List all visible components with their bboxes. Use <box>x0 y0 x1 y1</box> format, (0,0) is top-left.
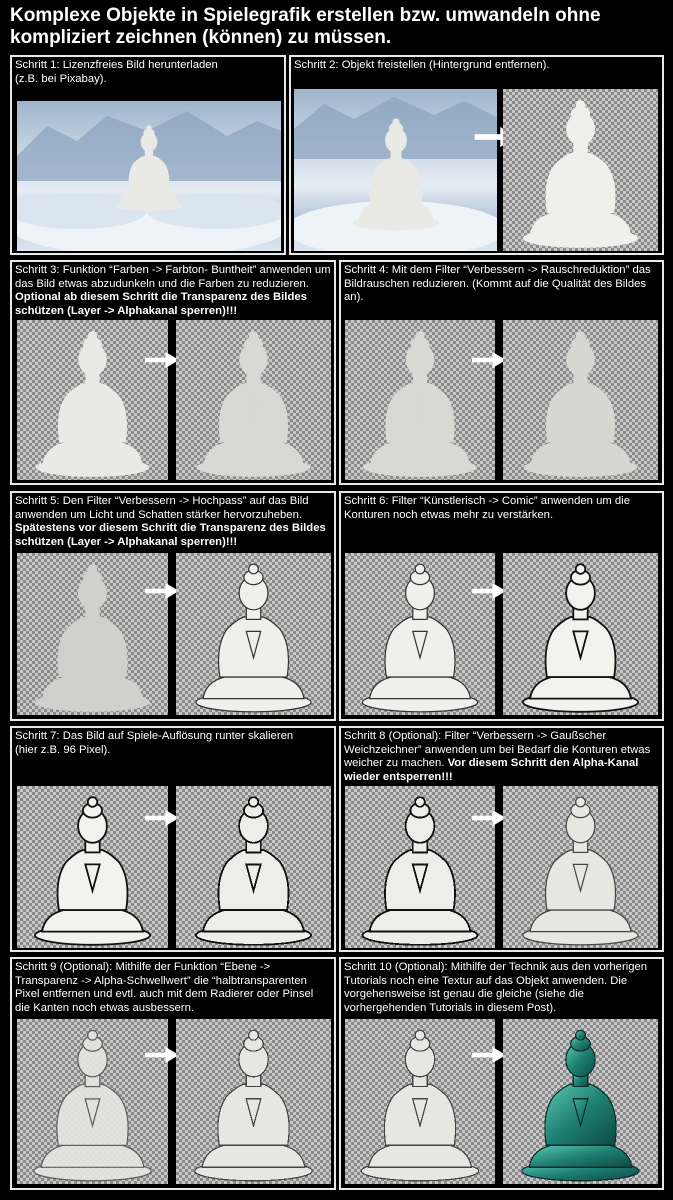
step-1-panel <box>10 55 286 255</box>
step-8-text: Schritt 8 (Optional): Filter “Verbessern -> Gaußscher Weichzeichner” anwenden um bei Bedarf die Konturen etwas weicher zu machen. Vor diesem Schritt den Alpha-Kanal wieder entsperren!!! <box>344 730 651 783</box>
before-image <box>345 553 495 715</box>
after-image <box>503 553 658 715</box>
step-7-text: Schritt 7: Das Bild auf Spiele-Auflösung runter skalieren (hier z.B. 96 Pixel). <box>15 730 294 756</box>
after-image <box>176 1019 331 1184</box>
textured-image <box>503 1019 658 1184</box>
after-image <box>176 320 331 480</box>
step-3-text: Schritt 3: Funktion “Farben -> Farbton- Buntheit” anwenden um das Bild etwas abzudunkeln und die Farben zu reduzieren. Optional ab diesem Schritt die Transparenz des Bildes schützen (Layer -> Alphakanal sperren)!!! <box>15 264 331 317</box>
step-10-panel <box>339 957 664 1190</box>
step-9-text: Schritt 9 (Optional): Mithilfe der Funktion “Ebene -> Transparenz -> Alpha-Schwellwert” die “halbtransparenten Pixel entfernen und evtl. auch mit dem Radierer oder Pinsel die Kanten noch etwas ausbessern. <box>15 961 314 1014</box>
step-4-panel <box>339 260 664 485</box>
before-image <box>345 1019 495 1184</box>
step-9-panel <box>10 957 336 1190</box>
step-5-text: Schritt 5: Den Filter “Verbessern -> Hochpass” auf das Bild anwenden um Licht und Schatten stärker hervorzuheben. Spätestens vor diesem Schritt die Transparenz des Bildes schützen (Layer -> Alphakanal sperren)!!! <box>15 495 326 548</box>
step-5-panel <box>10 491 336 721</box>
original-photo <box>17 101 281 251</box>
original-photo <box>294 89 497 251</box>
after-image <box>176 786 331 948</box>
before-image <box>17 1019 168 1184</box>
step-6-text: Schritt 6: Filter “Künstlerisch -> Comic” anwenden um die Konturen noch etwas mehr zu verstärken. <box>344 495 630 521</box>
after-image <box>503 786 658 948</box>
step-7-panel <box>10 726 336 952</box>
step-6-panel <box>339 491 664 721</box>
before-image <box>17 320 168 480</box>
after-image <box>503 320 658 480</box>
step-3-panel <box>10 260 336 485</box>
step-10-text: Schritt 10 (Optional): Mithilfe der Technik aus den vorherigen Tutorials noch eine Textur auf das Objekt anwenden. Die vorgehensweise ist genau die gleiche (siehe die vorhergehenden Tutorials in diesem Post). <box>344 961 648 1014</box>
page-title: Komplexe Objekte in Spielegrafik erstellen bzw. umwandeln ohne kompliziert zeichnen (können) zu müssen. <box>10 5 601 48</box>
step-2-panel <box>289 55 664 255</box>
cutout-image <box>503 89 658 251</box>
step-4-text: Schritt 4: Mit dem Filter “Verbessern -> Rauschreduktion” das Bildrauschen reduzieren. (Kommt auf die Qualität des Bildes an). <box>344 264 651 304</box>
step-1-text: Schritt 1: Lizenzfreies Bild herunterladen (z.B. bei Pixabay). <box>15 59 218 85</box>
step-8-panel <box>339 726 664 952</box>
after-image <box>176 553 331 715</box>
step-2-text: Schritt 2: Objekt freistellen (Hintergrund entfernen). <box>294 59 550 71</box>
before-image <box>17 553 168 715</box>
before-image <box>345 320 495 480</box>
